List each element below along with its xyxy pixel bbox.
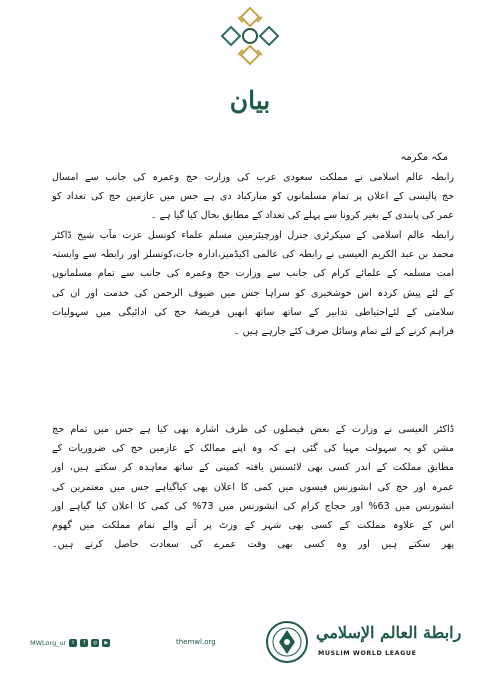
- paragraph-line: مشن کو یہ سہولت مہیا کی گئی ہے کہ وہ اپنے ممالک کے عازمین حج کی ضروریات کے: [52, 443, 454, 455]
- paragraph-line: رابطہ عالم اسلامی نے مملکت سعودی عرب کی وزارت حج وعمرہ کی جانب سے امسال: [52, 172, 454, 183]
- paragraph-line: پھر سکتے ہیں اور وہ کسی بھی وقت عمرے کی سعادت حاصل کرتے ہیں۔: [52, 539, 454, 551]
- paragraph-1: [52, 168, 454, 226]
- paragraph-2: [52, 226, 454, 341]
- paragraph-line: فراہم کرنے کے لئے تمام وسائل صرف کئے جارہے ہیں ۔: [233, 326, 454, 338]
- social-handle[interactable]: MWLorg_ur: [30, 639, 67, 647]
- organization-name-arabic: رابطة العالم الإسلامي: [316, 623, 462, 642]
- paragraph-line: امت مسلمہ کے علمائے کرام کی جانب سے وزارت حج وعمرہ کی جانب سے تمام مسلمانوں: [52, 268, 454, 280]
- paragraph-line: انشورنس میں 63% اور حجاج کرام کی انشورنس میں 73% کی کمی کا اعلان کیا گیاہے اور: [52, 500, 454, 512]
- facebook-icon[interactable]: f: [80, 639, 88, 647]
- seal-icon: [265, 620, 309, 664]
- twitter-icon[interactable]: t: [69, 639, 77, 647]
- paragraph-line: حج پالیسی کے اعلان پر تمام مسلمانوں کو مبارکباد دی ہے جس میں عازمین حج کی تعداد کو: [52, 191, 454, 203]
- geometric-pattern-icon: [219, 4, 281, 68]
- paragraph-3: [52, 420, 454, 554]
- paragraph-line: عمر کی پابندی کے بغیر کرونا سے پہلے کی تعداد کے مطابق بحال کیا گیا ہے ۔: [150, 210, 454, 222]
- instagram-icon[interactable]: ◎: [93, 640, 98, 646]
- paragraph-line: رابطہ عالم اسلامی کے سیکرٹری جنرل اورچیئرمین مسلم علماء کونسل عزت مآب شیخ ڈاکٹر: [52, 230, 454, 241]
- youtube-icon[interactable]: ▶: [102, 639, 110, 647]
- paragraph-line: ڈاکٹر العیسی نے وزارت کے بعض فیصلوں کی طرف اشارہ بھی کیا ہے جس میں تمام حج: [52, 424, 454, 435]
- footer-website[interactable]: themwl.org: [176, 638, 216, 646]
- footer-social: [30, 639, 110, 647]
- paragraph-line: مطابق مملکت کے اندر کسی بھی لائسنس یافتہ کمپنی کے ساتھ معاہدہ کر سکتے ہیں، اور: [52, 462, 454, 474]
- paragraph-line: کے لئے پیش کردہ اس خوشخبری کو سراہا جس میں ضیوف الرحمن کی خدمت اور ان کی: [52, 287, 454, 299]
- paragraph-line: سلامتی کے لئےاحتیاطی تدابیر کے ساتھ ساتھ انھیں فریضۂ حج کی ادائیگی میں سہولیات: [52, 306, 454, 318]
- paragraph-line: محمد بن عبد الکریم العیسی نے رابطہ کی عالمی اکیڈمیز،ادارہ جات،کونسلز اور رابطہ سے وابستہ: [52, 249, 454, 261]
- paragraph-line: عمرہ اور حج کی انشورنس فیسوں میں کمی کا اعلان بھی کیاگیاہے جس میں معتمرین کی: [52, 481, 454, 493]
- document-title: بیان: [229, 86, 271, 115]
- organization-name-english: MUSLIM WORLD LEAGUE: [318, 650, 417, 657]
- dateline: مکہ مکرمہ: [400, 152, 448, 163]
- paragraph-line: اس کے علاوہ مملکت کے کسی بھی شہر کے وزٹ پر آنے والے تمام مملکت میں گھوم: [52, 520, 454, 532]
